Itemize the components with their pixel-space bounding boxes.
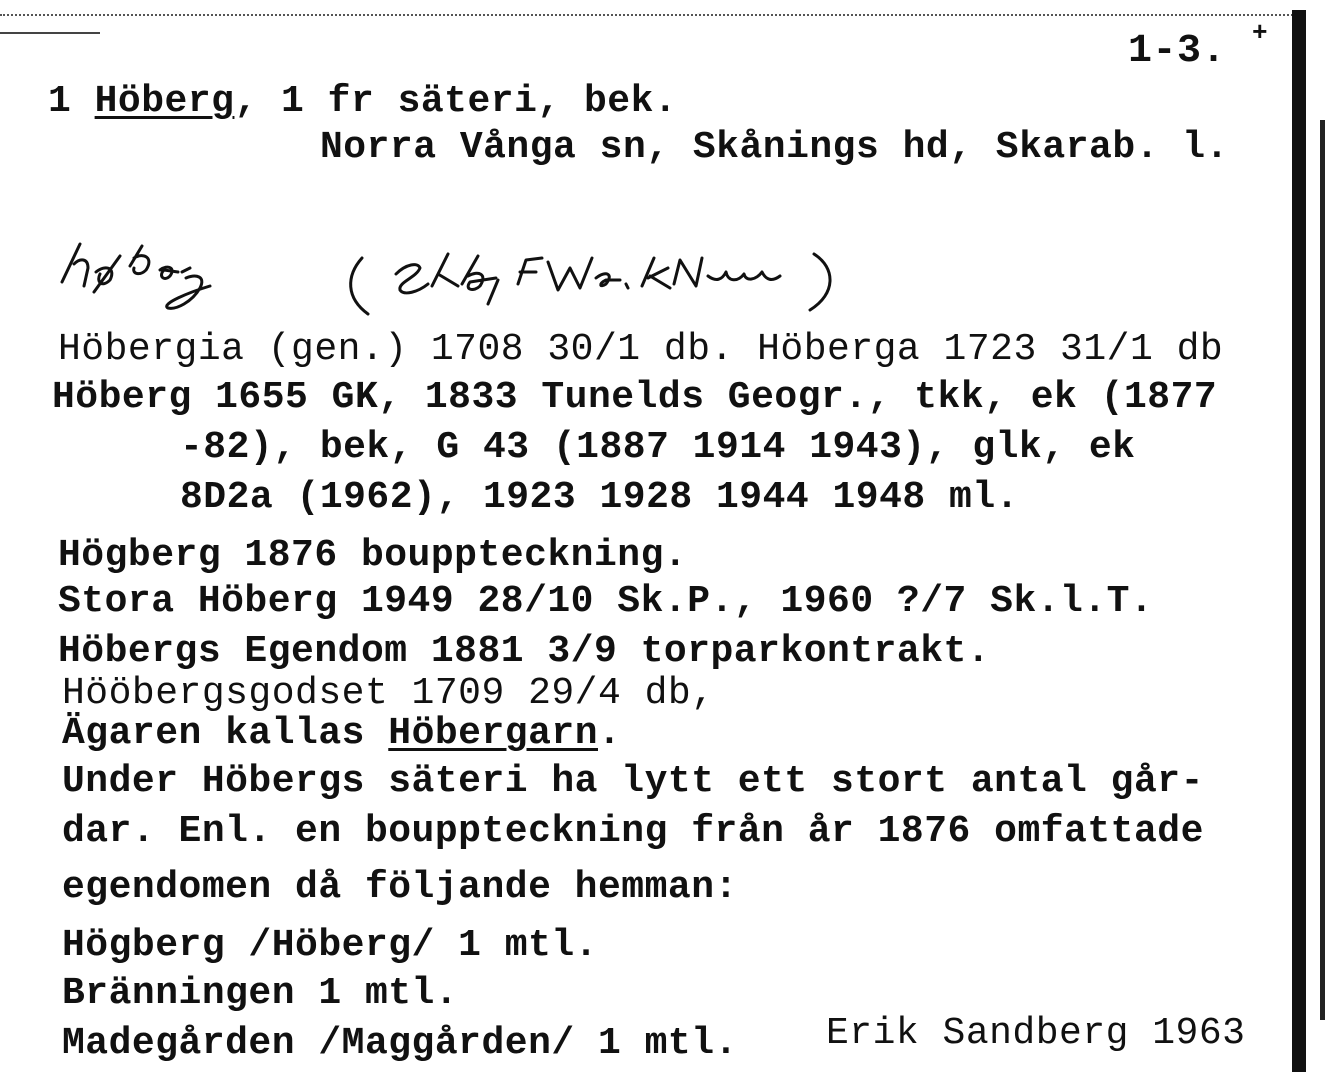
- entry-type: , 1 fr säteri, bek.: [234, 80, 678, 123]
- text-line-1: Under Höbergs säteri ha lytt ett stort antal går-: [62, 760, 1204, 803]
- right-edge-shadow: [1292, 10, 1306, 1072]
- owner-name: Höbergarn: [388, 712, 598, 755]
- record-line-5: Högberg 1876 bouppteckning.: [58, 534, 688, 577]
- entry-location: Norra Vånga sn, Skånings hd, Skarab. l.: [320, 126, 1229, 169]
- text-line-5: Bränningen 1 mtl.: [62, 972, 459, 1015]
- text-line-6: Madegården /Maggården/ 1 mtl.: [62, 1022, 738, 1065]
- handwritten-pronunciation-text: [300, 232, 846, 283]
- record-line-1: Höbergia (gen.) 1708 30/1 db. Höberga 1723 31/1 db: [58, 328, 1224, 371]
- signature: Erik Sandberg 1963: [826, 1012, 1246, 1055]
- text-line-4: Högberg /Höberg/ 1 mtl.: [62, 924, 598, 967]
- card-number: 1-3.: [1128, 29, 1227, 74]
- text-line-2: dar. Enl. en bouppteckning från år 1876 omfattade: [62, 810, 1204, 853]
- record-line-9: [62, 712, 621, 756]
- record-line-6: Stora Höberg 1949 28/10 Sk.P., 1960 ?/7 Sk.l.T.: [58, 580, 1154, 623]
- record-line-2: Höberg 1655 GK, 1833 Tunelds Geogr., tkk, ek (1877: [52, 376, 1218, 419]
- owner-note: Ägaren kallas: [62, 712, 389, 755]
- record-line-8: Hööbergsgodset 1709 29/4 db,: [62, 672, 715, 715]
- text-line-3: egendomen då följande hemman:: [62, 866, 738, 909]
- right-edge-line: [1320, 120, 1325, 1020]
- record-line-3: -82), bek, G 43 (1887 1914 1943), glk, ek: [180, 426, 1136, 469]
- entry-name: Höberg: [94, 80, 235, 123]
- record-line-7: Höbergs Egendom 1881 3/9 torparkontrakt.: [58, 630, 991, 673]
- card-mark: +: [1252, 18, 1268, 48]
- top-border-line: [0, 14, 1300, 16]
- owner-note-end: .: [598, 712, 622, 755]
- entry-number: 1: [48, 80, 95, 123]
- record-line-4: 8D2a (1962), 1923 1928 1944 1948 ml.: [180, 476, 1019, 519]
- entry-headline: [48, 80, 677, 124]
- top-left-mark: [0, 32, 100, 34]
